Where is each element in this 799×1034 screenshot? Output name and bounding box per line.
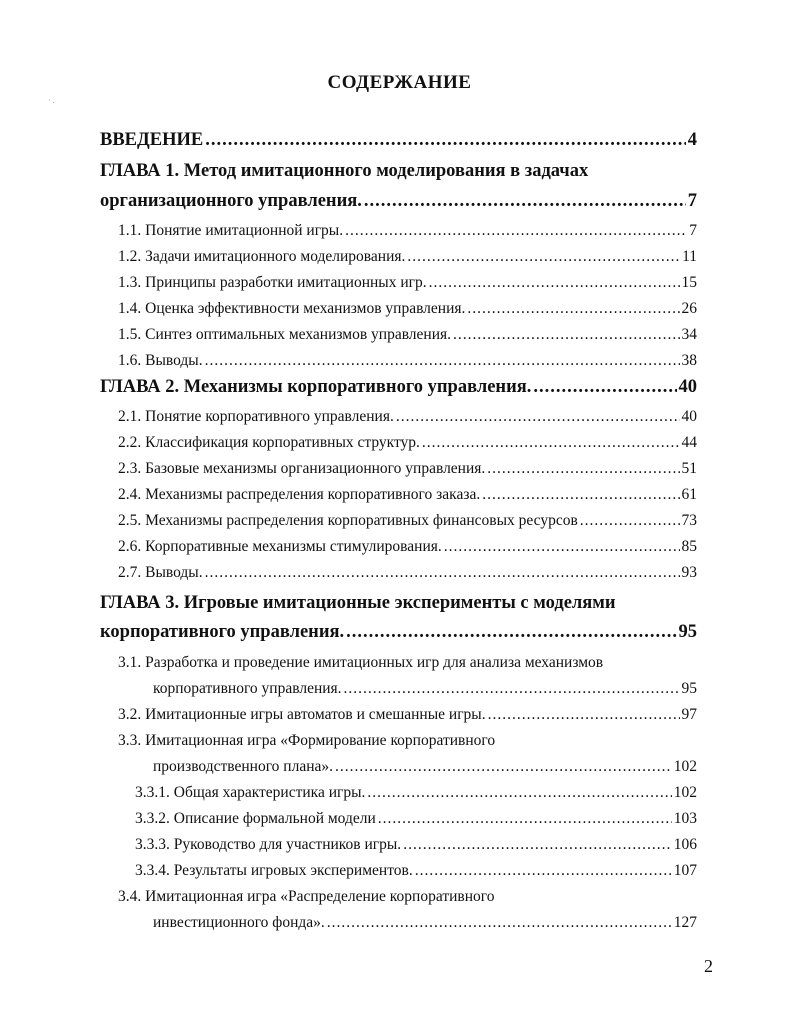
leader-dots	[367, 784, 671, 802]
toc-entry-3-1[interactable]	[153, 680, 697, 698]
toc-entry-page: 44	[681, 434, 697, 451]
leader-dots	[580, 512, 680, 530]
toc-entry-chapter3-line1[interactable]: ГЛАВА 3. Игровые имитационные эксперименты с моделями	[100, 593, 616, 613]
toc-entry-page: 107	[673, 862, 697, 879]
toc-entry-2-1[interactable]	[118, 408, 697, 426]
toc-entry-page: 85	[681, 538, 697, 555]
toc-entry-text: 3.2. Имитационные игры автоматов и смешанные игры.	[118, 706, 486, 723]
toc-entry-page: 7	[689, 222, 697, 239]
toc-entry-3-3-line1[interactable]: 3.3. Имитационная игра «Формирование корпоративного	[118, 732, 496, 749]
toc-entry-page: 61	[681, 486, 697, 503]
toc-entry-text: 2.5. Механизмы распределения корпоративных финансовых ресурсов	[118, 512, 578, 529]
toc-entry-1-3[interactable]	[118, 274, 697, 292]
toc-entry-text: организационного управления.	[100, 191, 362, 211]
toc-entry-page: 95	[681, 680, 697, 697]
toc-entry-3-3-1[interactable]	[135, 784, 697, 802]
toc-entry-1-1[interactable]	[118, 222, 697, 240]
toc-entry-1-4[interactable]	[118, 300, 697, 318]
toc-entry-chapter1[interactable]	[100, 191, 697, 212]
toc-entry-text: ВВЕДЕНИЕ	[100, 130, 204, 150]
toc-entry-text: 1.5. Синтез оптимальных механизмов управления.	[118, 326, 452, 343]
toc-entry-text: 3.3.2. Описание формальной модели	[135, 810, 376, 827]
toc-entry-page: 102	[673, 758, 697, 775]
toc-entry-page: 7	[687, 191, 697, 211]
toc-entry-page: 15	[681, 274, 697, 291]
toc-entry-chapter2[interactable]	[100, 377, 697, 398]
leader-dots	[205, 352, 680, 370]
toc-entry-page: 95	[678, 622, 697, 642]
toc-entry-text: 1.3. Принципы разработки имитационных игр.	[118, 274, 427, 291]
toc-entry-3-2[interactable]	[118, 706, 697, 724]
toc-entry-3-4-line1[interactable]: 3.4. Имитационная игра «Распределение корпоративного	[118, 888, 495, 905]
leader-dots	[407, 248, 680, 266]
toc-entry-chapter3[interactable]	[100, 622, 697, 643]
page-title: СОДЕРЖАНИЕ	[327, 72, 472, 93]
leader-dots	[444, 538, 680, 556]
page-number: 2	[704, 956, 713, 976]
leader-dots	[335, 758, 672, 776]
toc-entry-page: 38	[681, 352, 697, 369]
leader-dots	[467, 300, 679, 318]
leader-dots	[364, 191, 686, 212]
toc-entry-text: корпоративного управления.	[153, 680, 342, 697]
toc-entry-chapter1-line1[interactable]: ГЛАВА 1. Метод имитационного моделирования в задачах	[100, 161, 589, 181]
toc-entry-text: производственного плана».	[153, 758, 334, 775]
toc-entry-2-7[interactable]	[118, 564, 697, 582]
toc-entry-page: 26	[681, 300, 697, 317]
toc-entry-page: 73	[681, 512, 697, 529]
toc-entry-page: 93	[681, 564, 697, 581]
toc-entry-page: 103	[673, 810, 697, 827]
toc-entry-page: 40	[681, 408, 697, 425]
leader-dots	[488, 706, 680, 724]
toc-entry-text: корпоративного управления.	[100, 622, 345, 642]
toc-entry-text: 1.4. Оценка эффективности механизмов управления.	[118, 300, 466, 317]
toc-entry-text: 3.3.3. Руководство для участников игры.	[135, 836, 402, 853]
leader-dots	[345, 222, 687, 240]
toc-entry-1-2[interactable]	[118, 248, 697, 266]
toc-entry-text: 2.2. Классификация корпоративных структур.	[118, 434, 420, 451]
toc-entry-text: 2.4. Механизмы распределения корпоративного заказа.	[118, 486, 481, 503]
toc-entry-text: инвестиционного фонда».	[153, 914, 325, 931]
toc-entry-3-3-2[interactable]	[135, 810, 697, 828]
toc-entry-2-5[interactable]	[118, 512, 697, 530]
leader-dots	[403, 836, 672, 854]
toc-entry-text: 3.3.1. Общая характеристика игры.	[135, 784, 366, 801]
toc-entry-page: 97	[681, 706, 697, 723]
toc-entry-page: 127	[673, 914, 697, 931]
toc-entry-3-3-4[interactable]	[135, 862, 697, 880]
leader-dots	[415, 862, 672, 880]
leader-dots	[205, 130, 686, 151]
toc-entry-page: 40	[678, 377, 697, 397]
toc-entry-text: 2.7. Выводы.	[118, 564, 203, 581]
leader-dots	[346, 622, 676, 643]
toc-entry-1-6[interactable]	[118, 352, 697, 370]
scan-mark: · .	[48, 96, 55, 105]
toc-entry-text: 2.6. Корпоративные механизмы стимулирования.	[118, 538, 442, 555]
toc-entry-page: 102	[673, 784, 697, 801]
toc-entry-3-4[interactable]	[153, 914, 697, 932]
toc-entry-page: 106	[673, 836, 697, 853]
toc-entry-2-2[interactable]	[118, 434, 697, 452]
leader-dots	[378, 810, 672, 828]
toc-entry-introduction[interactable]	[100, 130, 697, 151]
toc-entry-3-3[interactable]	[153, 758, 697, 776]
leader-dots	[482, 486, 679, 504]
leader-dots	[453, 326, 679, 344]
leader-dots	[205, 564, 680, 582]
leader-dots	[396, 408, 680, 426]
toc-entry-text: 2.1. Понятие корпоративного управления.	[118, 408, 394, 425]
toc-entry-text: 1.1. Понятие имитационной игры.	[118, 222, 344, 239]
toc-entry-3-1-line1[interactable]: 3.1. Разработка и проведение имитационных игр для анализа механизмов	[118, 654, 604, 671]
toc-entry-page: 11	[682, 248, 697, 265]
toc-entry-2-3[interactable]	[118, 460, 697, 478]
toc-entry-page: 4	[687, 130, 697, 150]
toc-entry-text: 1.6. Выводы.	[118, 352, 203, 369]
toc-entry-text: 2.3. Базовые механизмы организационного управления.	[118, 460, 486, 477]
leader-dots	[344, 680, 680, 698]
leader-dots	[533, 377, 676, 398]
toc-entry-text: 3.3.4. Результаты игровых экспериментов.	[135, 862, 413, 879]
toc-entry-2-6[interactable]	[118, 538, 697, 556]
toc-entry-3-3-3[interactable]	[135, 836, 697, 854]
toc-entry-text: ГЛАВА 2. Механизмы корпоративного управления.	[100, 377, 532, 397]
leader-dots	[327, 914, 672, 932]
leader-dots	[487, 460, 679, 478]
leader-dots	[422, 434, 680, 452]
leader-dots	[429, 274, 680, 292]
toc-entry-1-5[interactable]	[118, 326, 697, 344]
toc-entry-page: 34	[681, 326, 697, 343]
toc-entry-page: 51	[681, 460, 697, 477]
toc-entry-text: 1.2. Задачи имитационного моделирования.	[118, 248, 406, 265]
toc-entry-2-4[interactable]	[118, 486, 697, 504]
